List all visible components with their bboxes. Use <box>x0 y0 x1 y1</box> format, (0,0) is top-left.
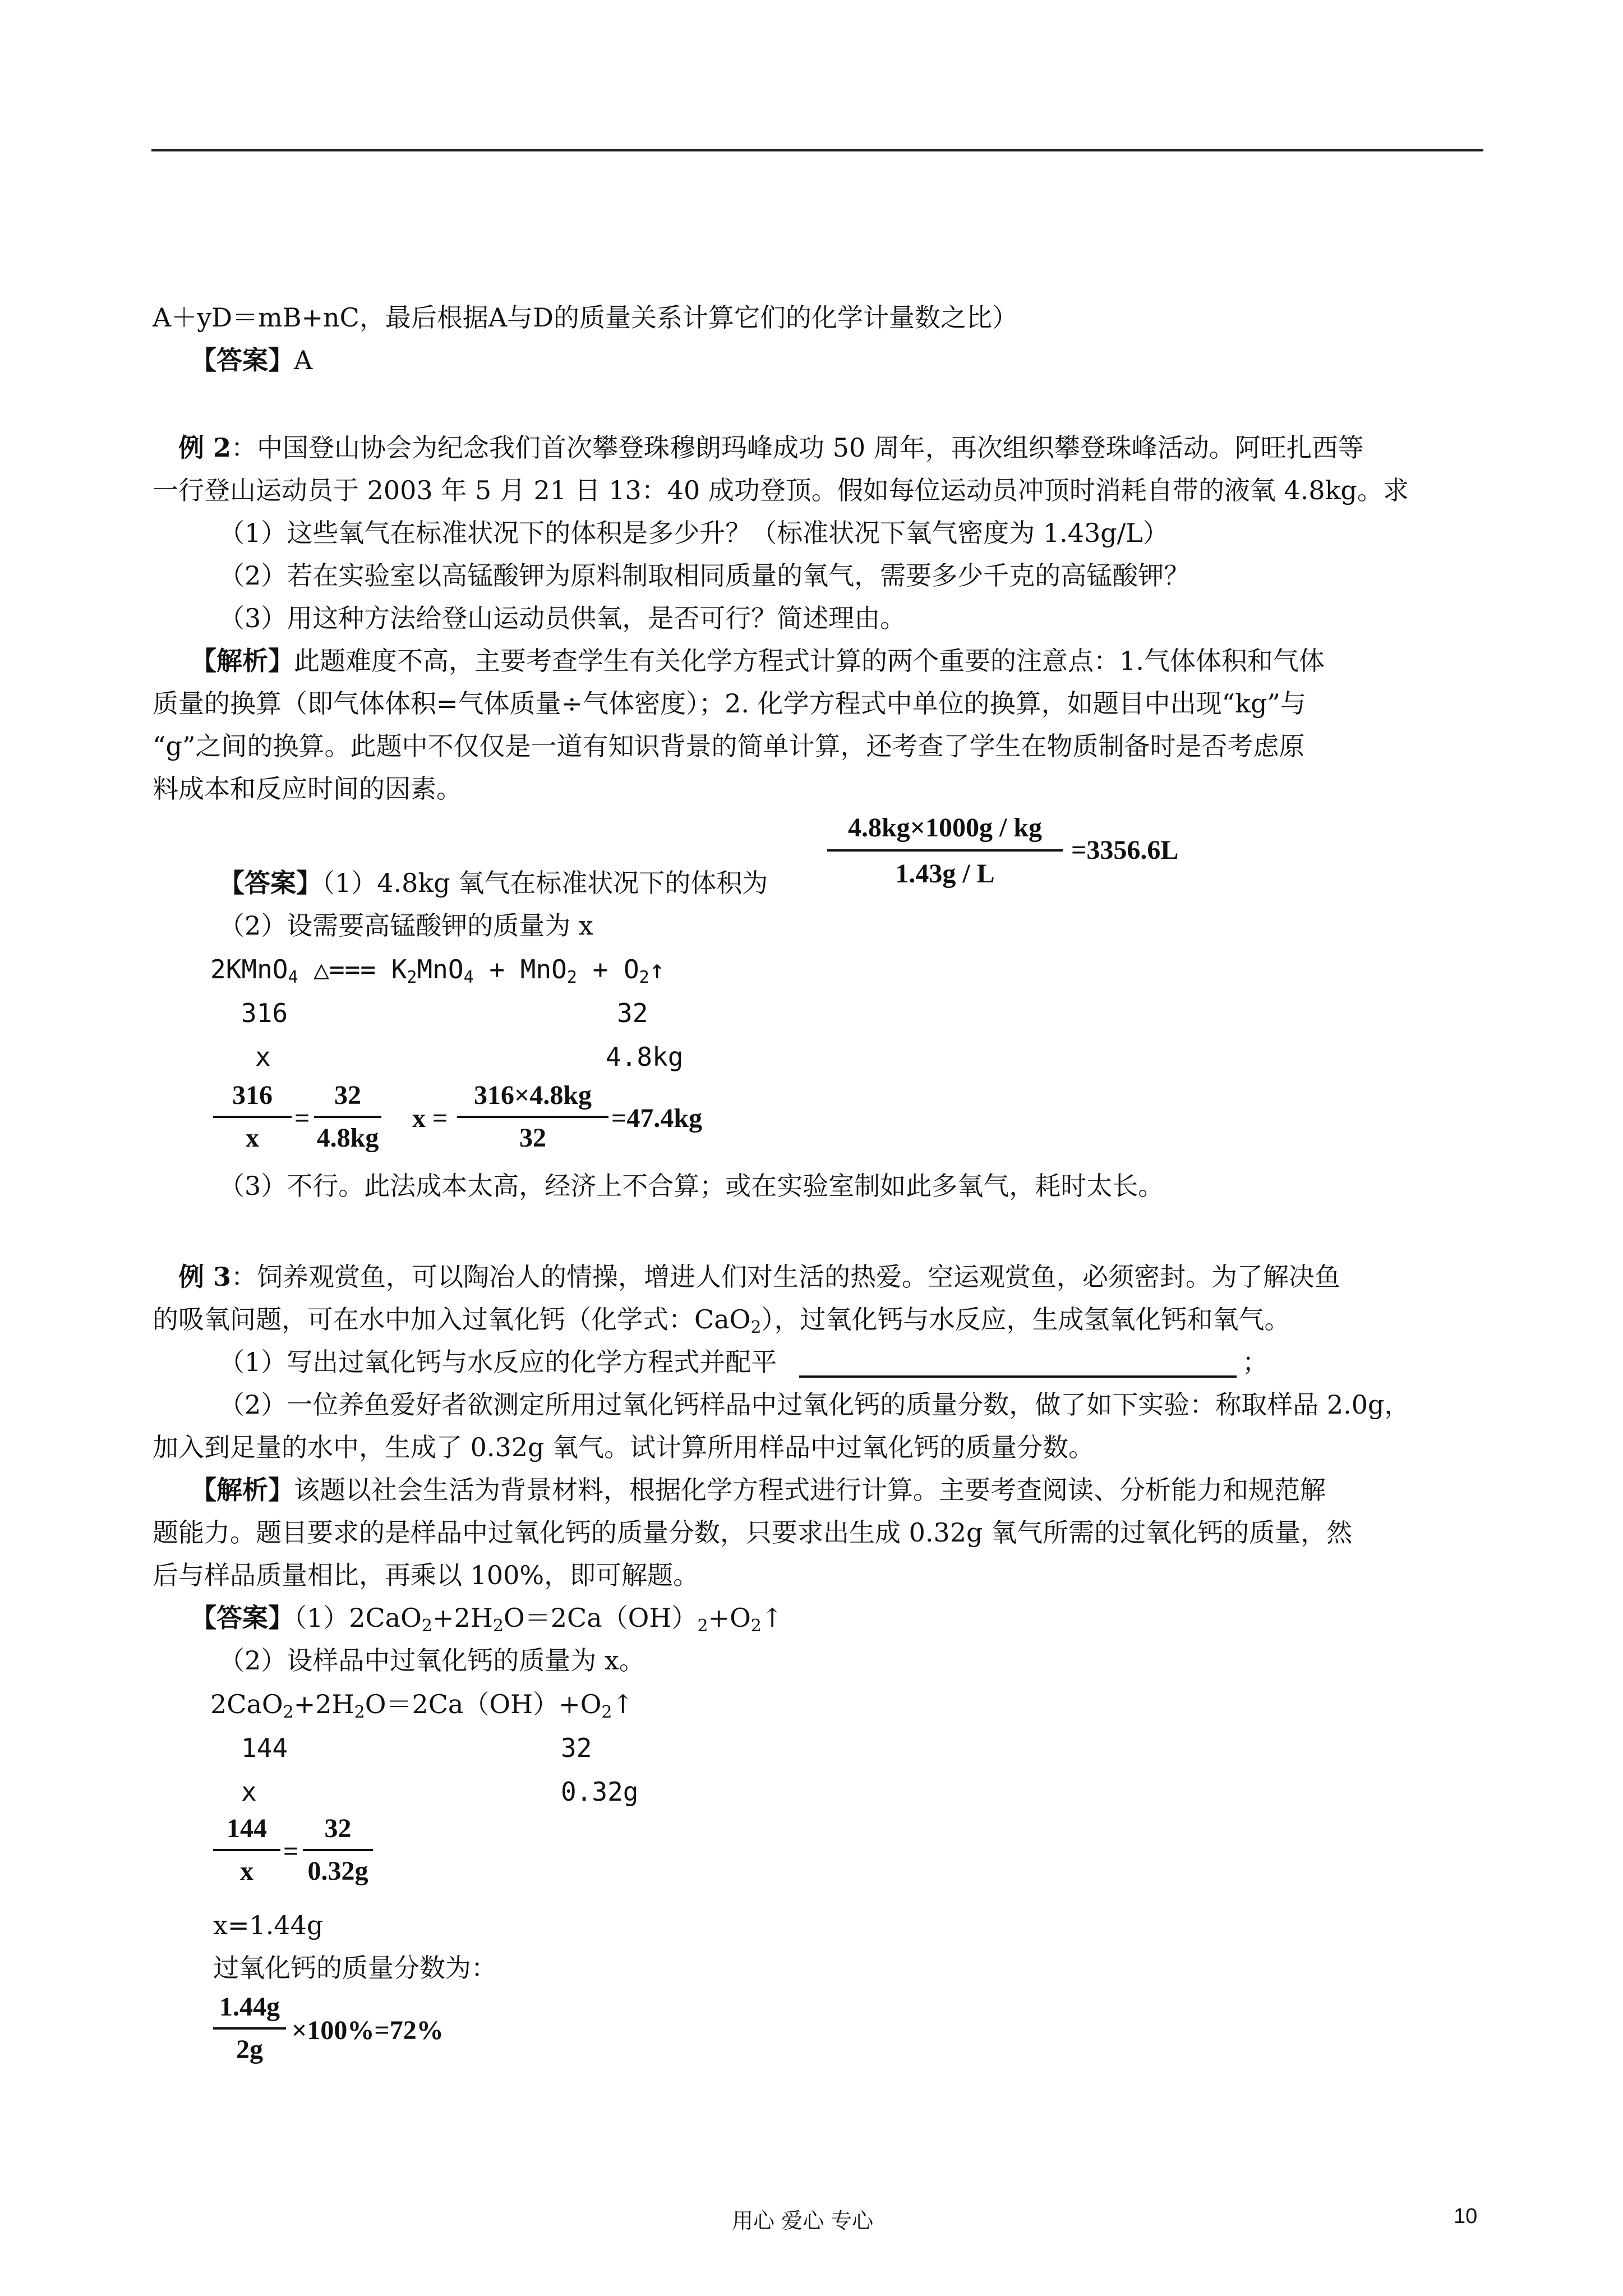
example3-question-2-line1: （2）一位养鱼爱好者欲测定所用过氧化钙样品中过氧化钙的质量分数，做了如下实验：称取样品 2.0g， <box>219 1389 1410 1420</box>
eq-text: MnO <box>417 954 464 984</box>
numerator: 32 <box>324 1814 352 1843</box>
final-result: ×100%=72% <box>292 2016 444 2045</box>
eq-subscript: 4 <box>463 968 474 987</box>
example2-question-2: （2）若在实验室以高锰酸钾为原料制取相同质量的氧气，需要多少千克的高锰酸钾？ <box>219 560 1190 591</box>
text: （1）2CaO <box>294 1603 422 1633</box>
eq-subscript: 2 <box>407 968 417 987</box>
x-value: x=1.44g <box>213 1910 324 1940</box>
subscript: 2 <box>750 1616 762 1636</box>
example2-text: ：中国登山协会为纪念我们首次攀登珠穆朗玛峰成功 50 周年，再次组织攀登珠峰活动。阿旺扎西等 <box>231 432 1364 463</box>
volume-fraction-numerator: 4.8kg×1000g / kg <box>847 813 1043 843</box>
var-right: 4.8kg <box>606 1042 684 1072</box>
answer-text: （1）4.8kg 氧气在标准状况下的体积为 <box>322 868 768 898</box>
subscript: 2 <box>697 1616 708 1636</box>
denominator: 0.32g <box>307 1856 368 1886</box>
numerator: 316×4.8kg <box>473 1080 592 1110</box>
example3-label: 例 3 <box>178 1262 232 1292</box>
footer-motto: 用心 爱心 专心 <box>732 2208 874 2233</box>
cao2-equation <box>210 1688 634 1720</box>
eq-text: + O <box>577 954 639 984</box>
question-1-end: ； <box>1242 1347 1268 1377</box>
fraction-bar <box>213 2027 286 2030</box>
example3-intro-line2 <box>153 1304 1290 1335</box>
eq-text: 2CaO <box>210 1689 283 1719</box>
answer-blank <box>799 1375 1237 1378</box>
eq-subscript: 2 <box>283 1703 294 1722</box>
final-fraction <box>213 1991 286 2076</box>
example2-analysis-line1 <box>191 645 1325 677</box>
answer-label: 【答案】 <box>219 868 322 898</box>
fraction-bar <box>213 1116 292 1118</box>
eq-text: ↑ <box>612 1689 634 1719</box>
volume-fraction <box>827 808 1063 898</box>
ratio-right-fraction <box>303 1813 373 1897</box>
calc-fraction <box>457 1080 608 1164</box>
var-left: x <box>241 1777 257 1807</box>
example2-question-1: （1）这些氧气在标准状况下的体积是多少升？（标准状况下氧气密度为 1.43g/L） <box>219 518 1169 548</box>
example3-question-1: （1）写出过氧化钙与水反应的化学方程式并配平 <box>219 1347 777 1377</box>
text: +2H <box>432 1603 493 1633</box>
answer-value: A <box>294 345 313 375</box>
numerator: 1.44g <box>219 1992 280 2022</box>
page-number: 10 <box>1454 2205 1478 2228</box>
continuation-line: A＋yD＝mB+nC，最后根据A与D的质量关系计算它们的化学计量数之比） <box>153 302 1018 333</box>
example3-answer-line2: （2）设样品中过氧化钙的质量为 x。 <box>219 1645 645 1676</box>
example3-question-2-line2: 加入到足量的水中，生成了 0.32g 氧气。试计算所用样品中过氧化钙的质量分数。 <box>153 1432 1095 1462</box>
analysis-text: 此题难度不高，主要考查学生有关化学方程式计算的两个重要的注意点：1.气体体积和气体 <box>294 646 1325 676</box>
ratio-equals: = <box>294 1103 310 1133</box>
analysis-text: 该题以社会生活为背景材料，根据化学方程式进行计算。主要考查阅读、分析能力和规范解 <box>294 1475 1326 1505</box>
numerator: 316 <box>232 1080 273 1110</box>
header-rule <box>151 149 1483 151</box>
mass-right: 32 <box>617 998 648 1028</box>
ratio-right-fraction <box>314 1080 381 1164</box>
eq-text: O＝2Ca（OH）+O <box>365 1689 602 1719</box>
eq-text: 2KMnO <box>210 954 288 984</box>
eq-subscript: 2 <box>354 1703 365 1722</box>
mass-left: 144 <box>241 1733 288 1763</box>
eq-text: + MnO <box>473 954 567 984</box>
eq-text: ↑ <box>649 954 665 984</box>
ratio-equals: = <box>283 1837 299 1866</box>
mass-left: 316 <box>241 998 288 1028</box>
fraction-bar <box>303 1849 373 1851</box>
text: O＝2Ca（OH） <box>504 1603 698 1633</box>
eq-text: △=== K <box>298 954 407 984</box>
answer-label: 【答案】 <box>191 345 294 375</box>
text: +O <box>708 1603 751 1633</box>
fraction-bar <box>314 1116 381 1118</box>
subscript: 2 <box>750 1318 762 1337</box>
eq-subscript: 2 <box>601 1703 612 1722</box>
subscript: 2 <box>492 1616 504 1636</box>
eq-subscript: 2 <box>639 968 649 987</box>
mass-right: 32 <box>561 1733 592 1763</box>
denominator: 32 <box>519 1123 546 1153</box>
numerator: 32 <box>334 1080 361 1110</box>
eq-text: +2H <box>293 1689 354 1719</box>
denominator: 2g <box>236 2035 263 2064</box>
subscript: 2 <box>421 1616 432 1636</box>
kmno4-equation <box>210 954 665 985</box>
example3-text: ：饲养观赏鱼，可以陶冶人的情操，增进人们对生活的热爱。空运观赏鱼，必须密封。为了解决鱼 <box>231 1262 1341 1292</box>
calc-prefix: x = <box>412 1103 448 1133</box>
answer-label: 【答案】 <box>191 1603 294 1633</box>
var-left: x <box>255 1042 271 1072</box>
denominator: x <box>246 1123 259 1153</box>
eq-subscript: 2 <box>566 968 577 987</box>
example3-analysis-line3: 后与样品质量相比，再乘以 100%，即可解题。 <box>153 1560 699 1590</box>
example2-question-3: （3）用这种方法给登山运动员供氧，是否可行？简述理由。 <box>219 603 906 633</box>
example2-analysis-line4: 料成本和反应时间的因素。 <box>153 774 462 804</box>
example2-analysis-line2: 质量的换算（即气体体积=气体质量÷气体密度）；2. 化学方程式中单位的换算，如题目中出现“kg”与 <box>153 688 1306 719</box>
example2-answer-line2: （2）设需要高锰酸钾的质量为 x <box>219 910 593 941</box>
example3-intro-line1 <box>178 1261 1340 1292</box>
fraction-label: 过氧化钙的质量分数为： <box>213 1953 497 1983</box>
eq-subscript: 4 <box>288 968 298 987</box>
example2-intro-line2: 一行登山运动员于 2003 年 5 月 21 日 13：40 成功登顶。假如每位运动员冲顶时消耗自带的液氧 4.8kg。求 <box>153 475 1409 505</box>
answer-line-1 <box>191 344 312 376</box>
text: ），过氧化钙与水反应，生成氢氧化钙和氧气。 <box>761 1304 1290 1335</box>
text: ↑ <box>761 1603 783 1633</box>
example2-answer-line1 <box>219 867 768 899</box>
analysis-label: 【解析】 <box>191 646 294 676</box>
numerator: 144 <box>227 1814 267 1843</box>
denominator: x <box>240 1856 253 1886</box>
example2-analysis-line3: “g”之间的换算。此题中不仅仅是一道有知识背景的简单计算，还考查了学生在物质制备时是否考虑原 <box>153 731 1305 761</box>
analysis-label: 【解析】 <box>191 1475 294 1505</box>
fraction-bar <box>457 1116 608 1118</box>
var-right: 0.32g <box>561 1777 639 1807</box>
calc-result: =47.4kg <box>611 1103 703 1133</box>
volume-result: =3356.6L <box>1071 835 1179 865</box>
denominator: 4.8kg <box>316 1123 379 1153</box>
example2-intro-line1 <box>178 432 1364 463</box>
ratio-left-fraction <box>213 1080 292 1164</box>
example3-analysis-line1 <box>191 1474 1326 1506</box>
ratio-left-fraction <box>213 1813 280 1897</box>
example2-answer-line3: （3）不行。此法成本太高，经济上不合算；或在实验室制如此多氧气，耗时太长。 <box>219 1171 1164 1201</box>
fraction-bar <box>213 1849 280 1851</box>
example3-analysis-line2: 题能力。题目要求的是样品中过氧化钙的质量分数，只要求出生成 0.32g 氧气所需的过氧化钙的质量，然 <box>153 1517 1353 1548</box>
example3-answer-line1 <box>191 1602 783 1634</box>
example2-label: 例 2 <box>178 432 232 463</box>
fraction-bar <box>827 849 1063 852</box>
text: 的吸氧问题，可在水中加入过氧化钙（化学式：CaO <box>153 1304 751 1335</box>
volume-fraction-denominator: 1.43g / L <box>895 859 995 889</box>
